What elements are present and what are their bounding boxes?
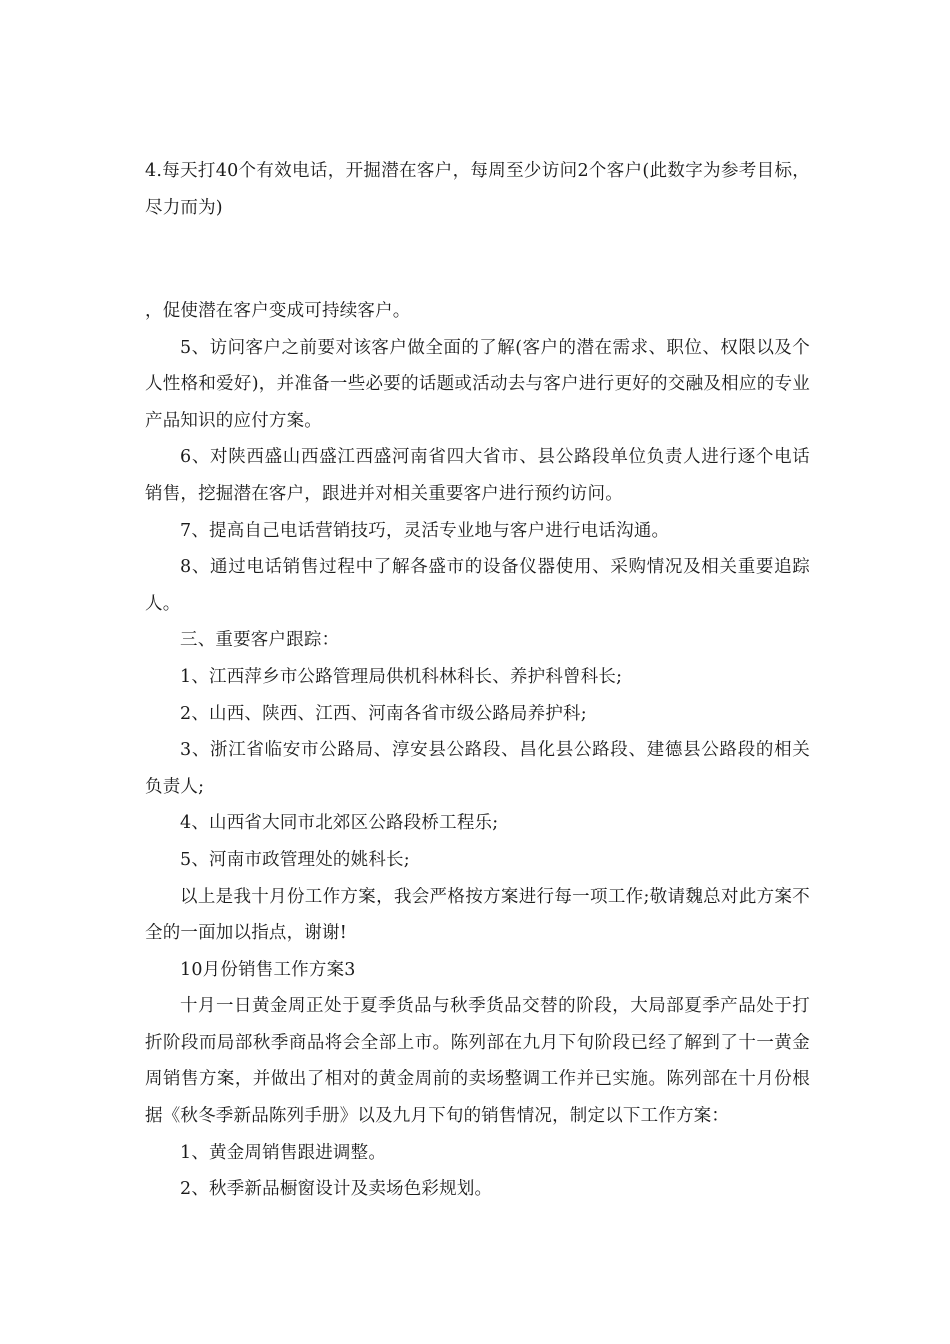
plan-3-intro: 十月一日黄金周正处于夏季货品与秋季货品交替的阶段，大局部夏季产品处于打折阶段而局部秋季商品将会全部上市。陈列部在九月下旬阶段已经了解到了十一黄金周销售方案，并做出了相对的黄金周前的卖场整调工作并已实施。陈列部在十月份根据《秋冬季新品陈列手册》以及九月下旬的销售情况，制定以下工作方案： bbox=[145, 996, 810, 1127]
client-item-2: 2、山西、陕西、江西、河南各省市级公路局养护科; bbox=[180, 703, 587, 724]
paragraph-continuation: ，促使潜在客户变成可持续客户。 bbox=[145, 301, 411, 321]
closing-paragraph: 以上是我十月份工作方案，我会严格按方案进行每一项工作;敬请魏总对此方案不全的一面加以指点，谢谢! bbox=[145, 886, 810, 944]
client-item-1: 1、江西萍乡市公路管理局供机科林科长、养护科曾科长; bbox=[180, 666, 623, 687]
plan-3-item-2: 2、秋季新品橱窗设计及卖场色彩规划。 bbox=[180, 1179, 493, 1200]
paragraph-item-6: 6、对陕西盛山西盛江西盛河南省四大省市、县公路段单位负责人进行逐个电话销售，挖掘潜在客户，跟进并对相关重要客户进行预约访问。 bbox=[145, 447, 810, 504]
paragraph-item-8: 8、通过电话销售过程中了解各盛市的设备仪器使用、采购情况及相关重要追踪人。 bbox=[145, 557, 810, 614]
paragraph-item-7: 7、提高自己电话营销技巧，灵活专业地与客户进行电话沟通。 bbox=[180, 520, 670, 541]
plan-3-item-1: 1、黄金周销售跟进调整。 bbox=[180, 1142, 387, 1163]
client-item-4: 4、山西省大同市北郊区公路段桥工程乐; bbox=[180, 813, 499, 834]
paragraph-item-4: 4.每天打40个有效电话，开掘潜在客户，每周至少访问2个客户(此数字为参考目标，尽力而为) bbox=[145, 161, 810, 218]
client-item-3: 3、浙江省临安市公路局、淳安县公路段、昌化县公路段、建德县公路段的相关负责人; bbox=[145, 740, 810, 797]
plan-3-title: 10月份销售工作方案3 bbox=[180, 959, 356, 980]
top-text-block bbox=[145, 153, 810, 226]
client-item-5: 5、河南市政管理处的姚科长; bbox=[180, 849, 410, 870]
main-text-block bbox=[145, 293, 810, 1208]
section-heading-key-clients: 三、重要客户跟踪： bbox=[180, 630, 340, 651]
paragraph-item-5: 5、访问客户之前要对该客户做全面的了解(客户的潜在需求、职位、权限以及个人性格和爱好)，并准备一些必要的话题或活动去与客户进行更好的交融及相应的专业产品知识的应付方案。 bbox=[145, 337, 810, 431]
